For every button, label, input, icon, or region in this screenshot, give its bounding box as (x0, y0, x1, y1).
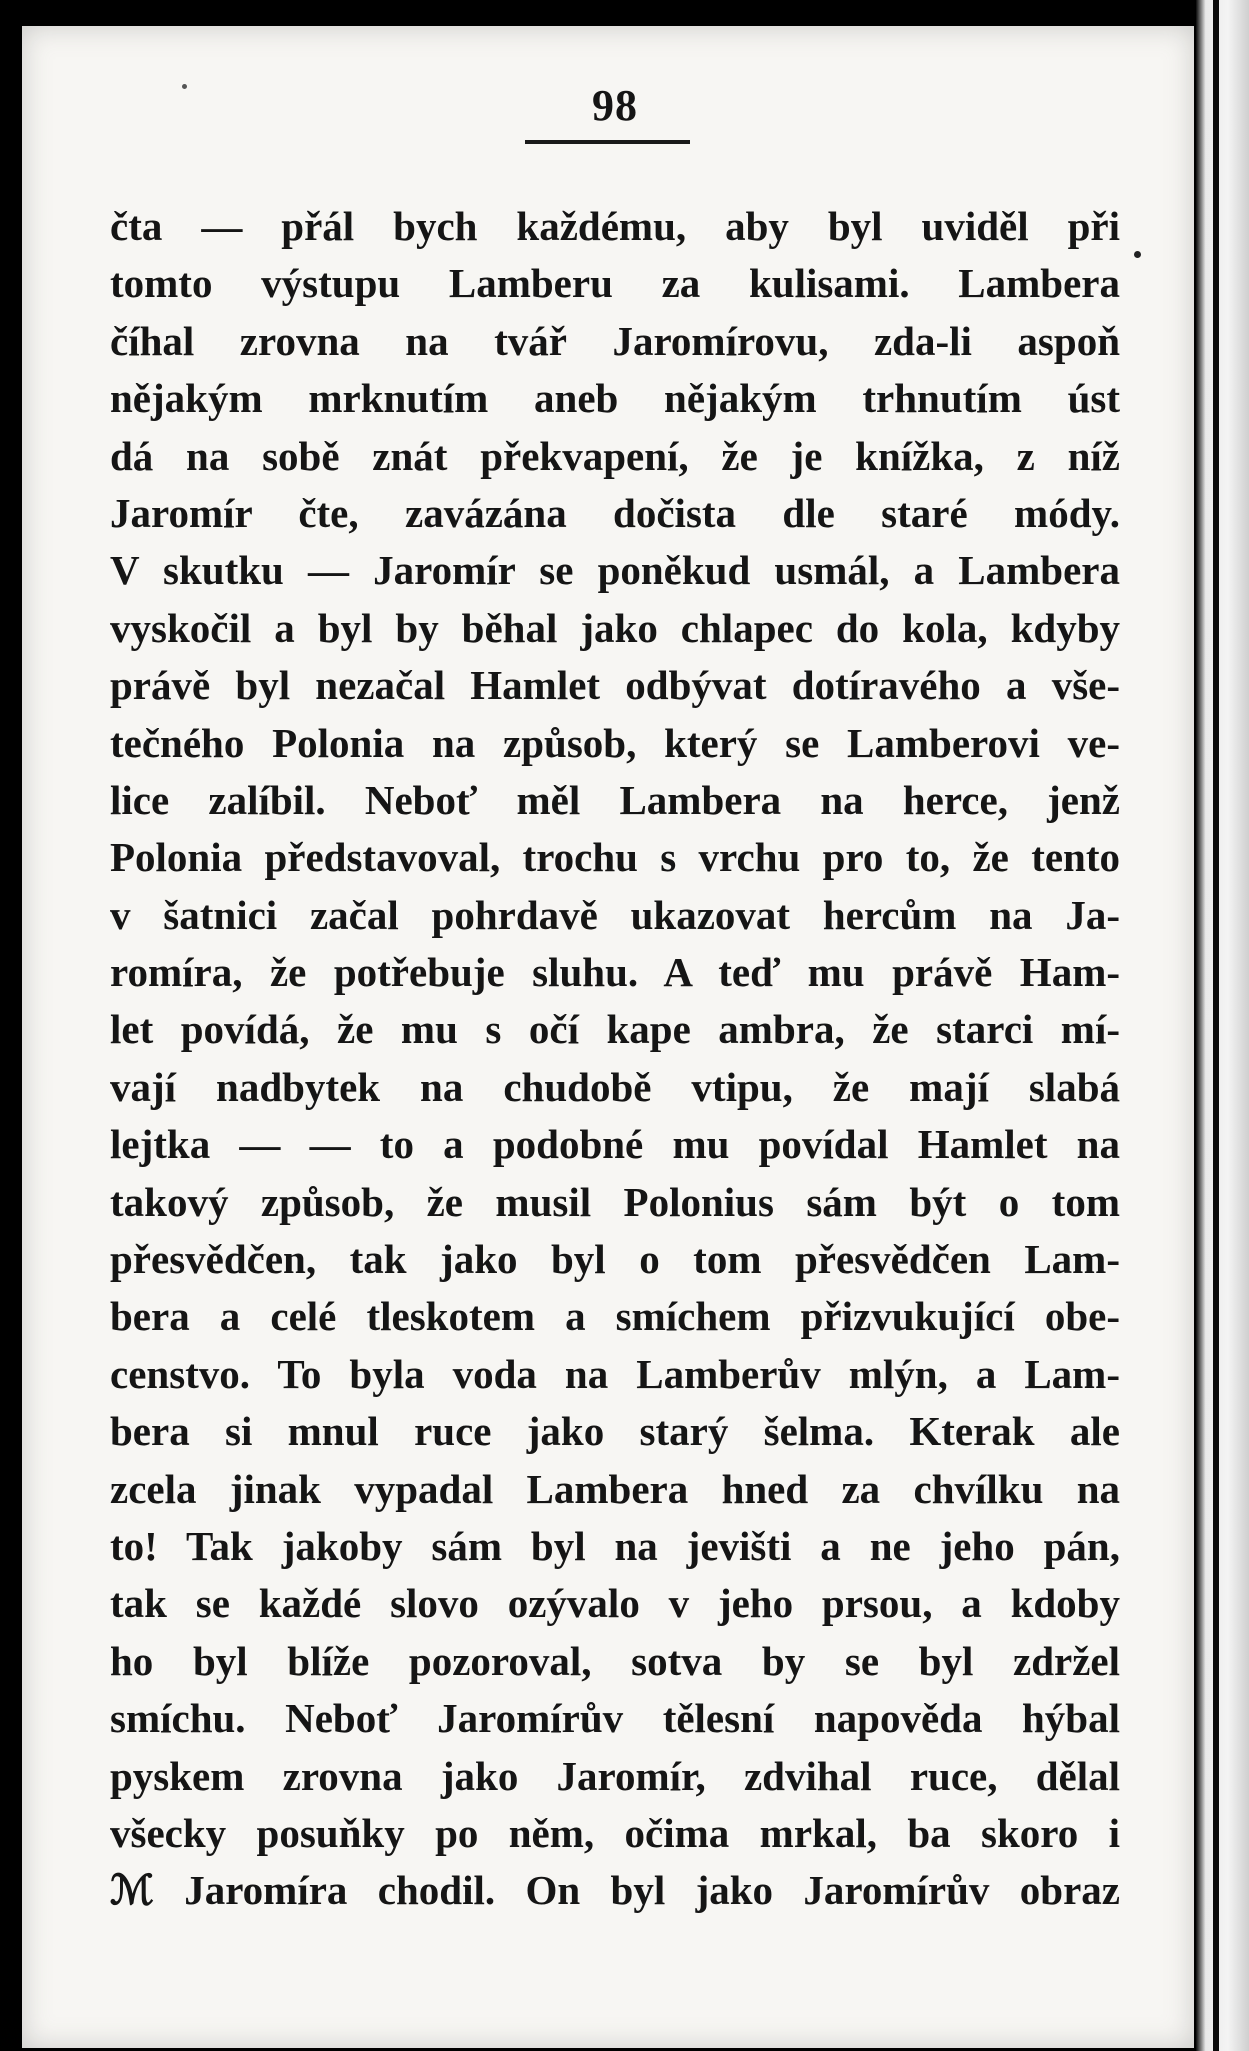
text-line: čta — přál bych každému, aby byl uviděl při (110, 203, 1120, 249)
text-line: v šatnici začal pohrdavě ukazovat hercům na Ja- (110, 891, 1120, 938)
text-line: přesvědčen, tak jako byl o tom přesvědčen Lam- (110, 1236, 1120, 1283)
text-line: číhal zrovna na tvář Jaromírovu, zda-li aspoň (110, 317, 1120, 364)
body-text (110, 198, 1120, 1920)
text-line: romíra, že potřebuje sluhu. A teď mu právě Ham- (110, 949, 1120, 996)
text-line: tečného Polonia na způsob, který se Lamberovi ve- (110, 719, 1120, 766)
text-line: let povídá, že mu s očí kape ambra, že starci mí- (110, 1006, 1120, 1053)
page-edge-shadow (1213, 0, 1219, 2051)
text-line: tomto výstupu Lamberu za kulisami. Lambera (110, 260, 1120, 307)
text-line: tak se každé slovo ozývalo v jeho prsou, a kdoby (110, 1580, 1120, 1627)
text-line: lejtka — — to a podobné mu povídal Hamlet na (110, 1121, 1120, 1168)
text-line: censtvo. To byla voda na Lamberův mlýn, a Lam- (110, 1350, 1120, 1397)
text-line: to! Tak jakoby sám byl na jevišti a ne jeho pán, (110, 1522, 1120, 1569)
text-line: V skutku — Jaromír se poněkud usmál, a Lambera (110, 547, 1120, 594)
text-line: zcela jinak vypadal Lambera hned za chvílku na (110, 1465, 1120, 1512)
page-number-rule (525, 140, 690, 144)
text-line: Jaromír čte, zavázána dočista dle staré módy. (110, 489, 1120, 536)
text-line: pyskem zrovna jako Jaromír, zdvihal ruce, dělal (110, 1752, 1120, 1799)
text-line: lice zalíbil. Neboť měl Lambera na herce, jenž (110, 776, 1120, 823)
ink-speck (182, 84, 187, 89)
ink-speck (1134, 251, 1141, 258)
text-line: právě byl nezačal Hamlet odbývat dotíravého a vše- (110, 662, 1120, 709)
text-line: nějakým mrknutím aneb nějakým trhnutím úst (110, 375, 1120, 422)
text-line: dá na sobě znát překvapení, že je knížka, z níž (110, 432, 1120, 479)
text-line: ho byl blíže pozoroval, sotva by se byl zdržel (110, 1637, 1120, 1684)
text-line: Polonia představoval, trochu s vrchu pro to, že tento (110, 834, 1120, 881)
page-edge (1196, 0, 1249, 2051)
text-line: bera a celé tleskotem a smíchem přizvukující obe- (110, 1293, 1120, 1340)
text-line: vají nadbytek na chudobě vtipu, že mají slabá (110, 1063, 1120, 1110)
page-number: 98 (592, 81, 638, 130)
text-line: bera si mnul ruce jako starý šelma. Kterak ale (110, 1408, 1120, 1455)
text-line: smíchu. Neboť Jaromírův tělesní napověda hýbal (110, 1695, 1120, 1742)
text-line: takový způsob, že musil Polonius sám být o tom (110, 1178, 1120, 1225)
text-line: všecky posuňky po něm, očima mrkal, ba skoro i (110, 1809, 1120, 1856)
text-line: vyskočil a byl by běhal jako chlapec do kola, kdyby (110, 604, 1120, 651)
text-line: ℳ Jaromíra chodil. On byl jako Jaromírův obraz (110, 1867, 1120, 1914)
